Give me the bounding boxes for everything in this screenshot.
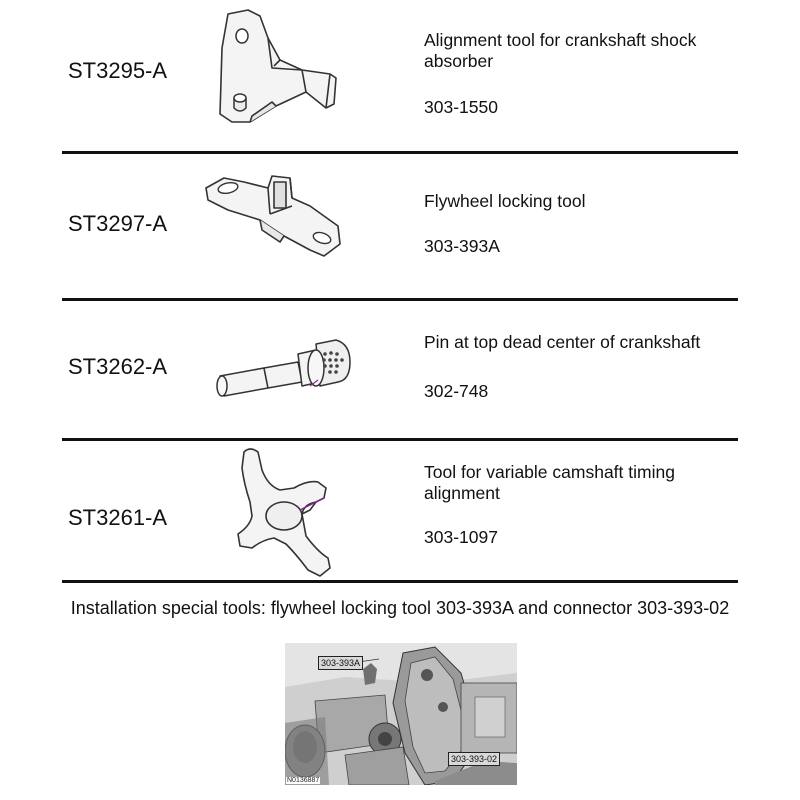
- callout-label: 303-393-02: [448, 752, 500, 766]
- tool-description: Tool for variable camshaft timing alignment: [424, 462, 675, 503]
- divider: [62, 580, 738, 583]
- tool-code: ST3295-A: [68, 58, 168, 83]
- crankshaft-alignment-tool-icon: [210, 8, 350, 128]
- tool-part-number: 302-748: [424, 381, 489, 401]
- tool-part-number: 303-1550: [424, 97, 498, 117]
- camshaft-timing-tool-icon: [228, 444, 338, 579]
- tdc-pin-icon: [212, 330, 362, 410]
- divider: [62, 298, 738, 301]
- tool-description: Alignment tool for crankshaft shock absorber: [424, 30, 697, 71]
- divider: [62, 151, 738, 154]
- flywheel-locking-tool-icon: [200, 170, 350, 270]
- installation-photo: [285, 643, 517, 785]
- tool-description: Pin at top dead center of crankshaft: [424, 332, 701, 352]
- figure-id: N0136887: [287, 777, 320, 784]
- divider: [62, 438, 738, 441]
- tool-code: ST3261-A: [68, 505, 168, 530]
- installation-caption: Installation special tools: flywheel locking tool 303-393A and connector 303-393-02: [70, 598, 730, 618]
- tool-code: ST3297-A: [68, 211, 168, 236]
- tool-code: ST3262-A: [68, 354, 168, 379]
- callout-label: 303-393A: [318, 656, 363, 670]
- tool-part-number: 303-1097: [424, 527, 498, 547]
- tool-part-number: 303-393A: [424, 236, 500, 256]
- tool-description: Flywheel locking tool: [424, 191, 586, 211]
